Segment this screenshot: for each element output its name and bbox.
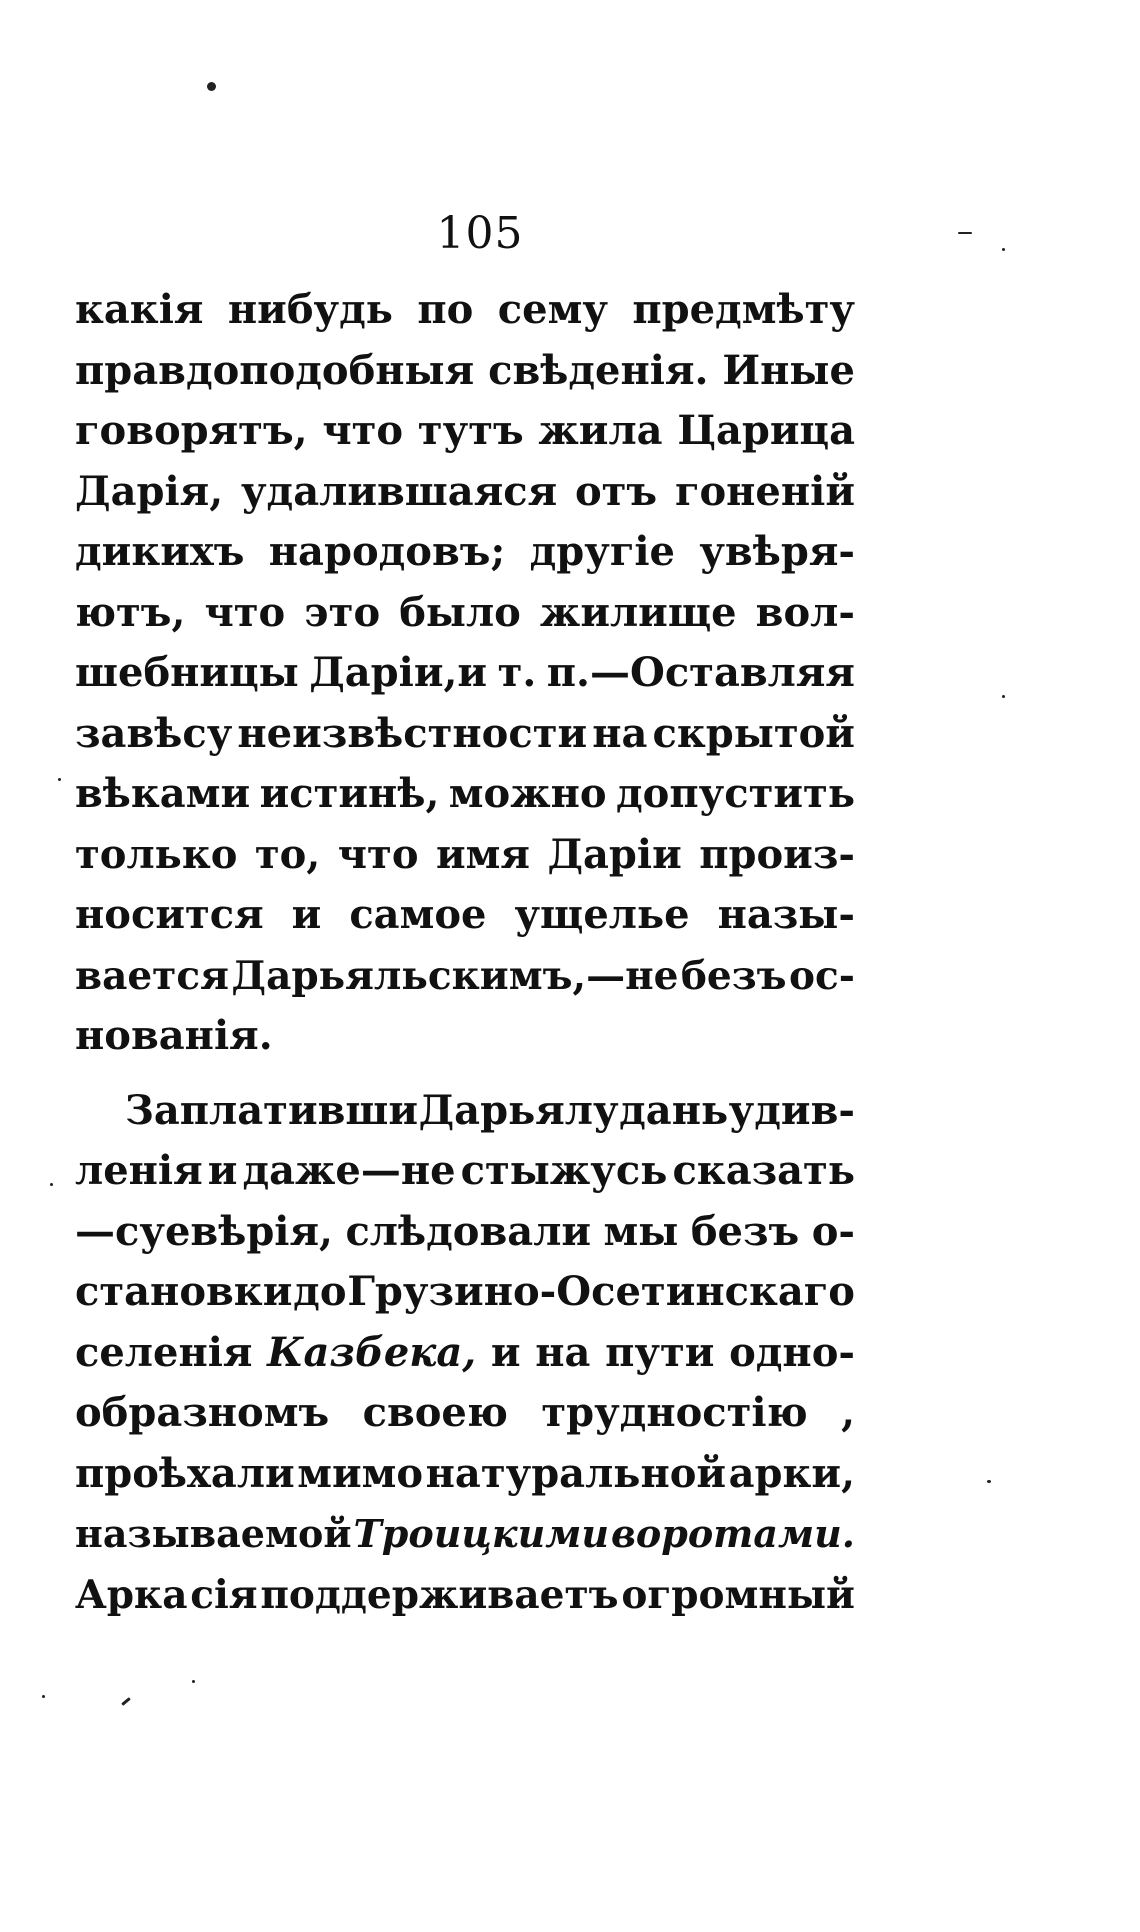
word: предмѣту — [632, 286, 855, 333]
word: жилище — [539, 588, 737, 636]
word: ленія — [75, 1147, 203, 1194]
ink-speck — [987, 1480, 991, 1483]
word: безъ — [690, 1207, 800, 1255]
text-line — [75, 522, 855, 583]
word: на — [592, 709, 648, 757]
word: и — [207, 1147, 238, 1194]
word: удалившаяся — [240, 467, 558, 515]
word: Троицкими — [353, 1511, 609, 1556]
word: удив- — [728, 1086, 855, 1134]
word: допустить — [616, 770, 855, 817]
word: неизвѣстности — [237, 709, 588, 757]
word: сказать — [672, 1147, 855, 1194]
word: даже—не — [242, 1147, 456, 1194]
word: имя — [435, 830, 530, 878]
ink-speck — [192, 1680, 195, 1683]
word: нованія. — [75, 1012, 273, 1059]
word: это — [304, 588, 381, 636]
word: проѣхали — [75, 1449, 295, 1497]
word: и — [490, 1328, 521, 1376]
word: Дарьялу — [418, 1086, 619, 1134]
word: и — [291, 891, 322, 938]
word: ос- — [789, 952, 855, 999]
word: Заплативши — [125, 1086, 419, 1134]
word: можно — [448, 770, 607, 817]
word: натуральной — [425, 1449, 727, 1497]
word: по — [417, 286, 474, 333]
word: называемой — [75, 1511, 352, 1556]
paragraph — [75, 280, 855, 1067]
word: произ- — [699, 830, 855, 878]
word: до — [293, 1268, 347, 1315]
word: назы- — [717, 891, 855, 938]
ink-speck — [50, 1183, 53, 1186]
word: увѣря- — [699, 528, 855, 575]
word: что — [322, 407, 404, 454]
word: шебницы — [75, 649, 299, 696]
word: Дарія, — [75, 467, 224, 515]
word: стыжусь — [460, 1147, 668, 1194]
word: ущелье — [514, 891, 690, 938]
word: о- — [811, 1207, 855, 1255]
text-line — [75, 1565, 855, 1626]
word: вается — [75, 952, 229, 999]
word: было — [399, 588, 521, 636]
text-line — [75, 280, 855, 341]
page-number: 105 — [436, 208, 524, 259]
word: огромный — [621, 1571, 855, 1618]
text-line — [75, 946, 855, 1007]
word: завѣсу — [75, 709, 233, 757]
word: на — [535, 1328, 591, 1376]
text-line — [75, 583, 855, 644]
word: народовъ; — [268, 528, 506, 575]
word: правдоподобныя — [75, 346, 475, 394]
word: что — [204, 588, 286, 636]
text-line — [75, 1081, 855, 1142]
text-line — [75, 341, 855, 402]
body-text — [75, 280, 855, 1625]
word: другіе — [529, 528, 675, 575]
word: самое — [349, 891, 487, 938]
word: носится — [75, 891, 264, 938]
word: Царица — [677, 407, 855, 454]
word: одно- — [729, 1328, 855, 1376]
word: только — [75, 830, 238, 878]
text-line — [75, 1141, 855, 1202]
word: поддерживаетъ — [260, 1571, 619, 1618]
text-line — [75, 885, 855, 946]
word: Даріи,и — [309, 649, 488, 696]
word: говорятъ, — [75, 407, 308, 454]
text-line — [75, 704, 855, 765]
word: вѣками — [75, 770, 251, 817]
text-line — [75, 1262, 855, 1323]
word: своею — [362, 1389, 508, 1436]
word: трудностію — [541, 1389, 808, 1436]
text-line — [75, 1006, 855, 1067]
word: п.—Оставляя — [546, 649, 855, 696]
word: что — [337, 830, 419, 878]
word: сія — [190, 1571, 258, 1618]
word: какія — [75, 286, 204, 333]
word: , — [841, 1389, 855, 1436]
word: отъ — [574, 467, 658, 515]
word: жила — [538, 407, 663, 454]
word: Иные — [722, 346, 855, 394]
text-line — [75, 401, 855, 462]
text-line — [75, 1202, 855, 1263]
word: ютъ, — [75, 588, 186, 636]
text-line — [75, 825, 855, 886]
word: то, — [254, 830, 321, 878]
text-line — [75, 1504, 855, 1565]
word: Дарьяльскимъ,—не — [231, 952, 679, 999]
word: пути — [605, 1328, 715, 1376]
word: тутъ — [417, 407, 524, 454]
paragraph — [75, 1081, 855, 1626]
ink-speck — [58, 778, 61, 781]
text-line — [75, 462, 855, 523]
word: свѣденія. — [488, 346, 709, 394]
word: образномъ — [75, 1389, 330, 1436]
word: дань — [619, 1086, 729, 1134]
text-line — [75, 643, 855, 704]
ink-speck — [121, 1697, 131, 1706]
word: Грузино-Осетинскаго — [347, 1268, 855, 1315]
ink-speck — [1002, 248, 1005, 251]
word: гоненій — [674, 467, 855, 515]
text-line — [75, 1444, 855, 1505]
ink-speck — [958, 232, 972, 234]
text-line — [75, 1323, 855, 1384]
word: мимо — [297, 1449, 424, 1497]
word: дикихъ — [75, 528, 245, 575]
word: нибудь — [227, 286, 393, 333]
text-line — [75, 764, 855, 825]
word: воротами. — [610, 1511, 855, 1556]
word: вол- — [755, 588, 855, 636]
word: —суевѣрія, — [75, 1207, 333, 1255]
word: мы — [603, 1207, 679, 1255]
word: истинѣ, — [259, 770, 440, 817]
word: Казбека, — [267, 1328, 477, 1376]
word: Арка — [75, 1571, 188, 1618]
word: безъ — [680, 952, 787, 999]
ink-speck — [207, 82, 216, 91]
ink-speck — [1002, 695, 1005, 698]
word: т. — [497, 649, 537, 696]
word: Даріи — [547, 830, 682, 878]
word: становки — [75, 1268, 293, 1315]
ink-speck — [42, 1695, 45, 1698]
word: слѣдовали — [345, 1207, 592, 1255]
word: сему — [497, 286, 608, 333]
word: селенія — [75, 1328, 253, 1376]
word: скрытой — [652, 709, 855, 757]
text-line — [75, 1383, 855, 1444]
word: арки, — [728, 1449, 855, 1497]
